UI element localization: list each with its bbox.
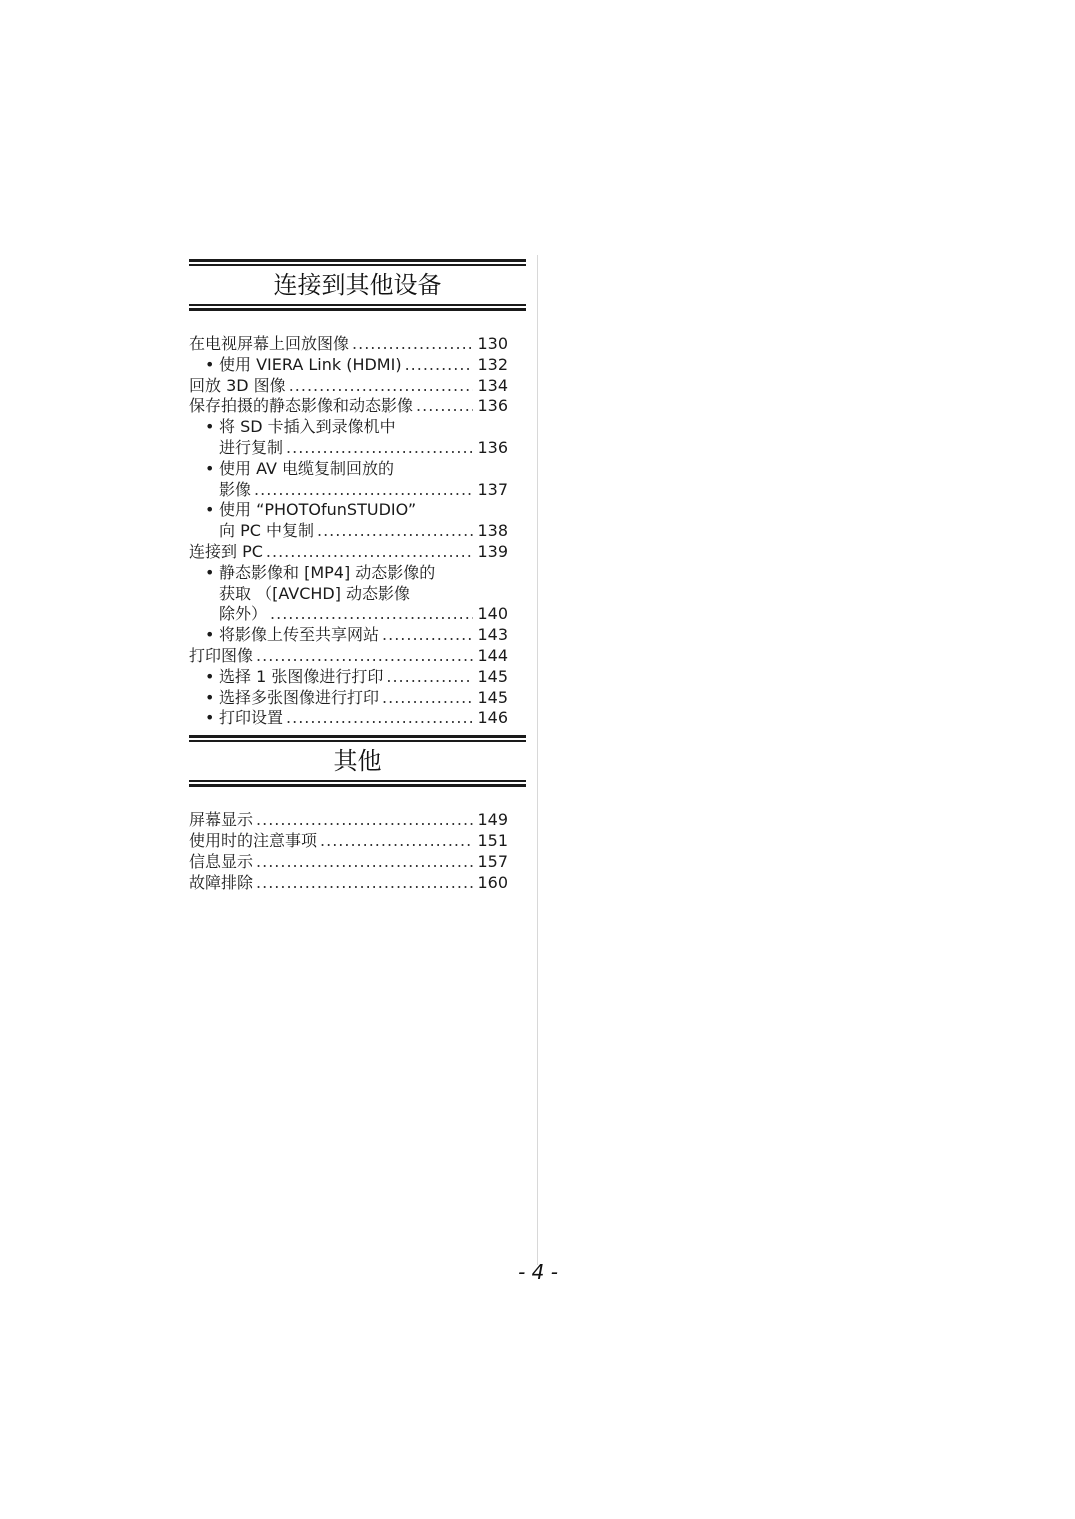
toc-entry-text: [205, 625, 379, 646]
toc-entry: [189, 396, 508, 417]
section-header-connect: [189, 259, 526, 311]
toc-entry: [189, 438, 508, 459]
dot-leader: [416, 396, 473, 417]
section-bottom-rule: [189, 304, 526, 311]
toc-entry: [189, 688, 508, 709]
toc-page-number: 145: [477, 687, 508, 707]
dot-leader: [270, 604, 473, 625]
toc-entry: [189, 500, 508, 521]
toc-entry-text: [189, 334, 349, 355]
toc-entry-label: 影像: [219, 479, 252, 499]
toc-entry-text: [219, 521, 314, 542]
toc-entry: [189, 708, 508, 729]
toc-entry-label: 获取 （[AVCHD] 动态影像: [219, 583, 411, 603]
toc-entry-label: 故障排除: [189, 872, 254, 892]
toc-entry-text: [189, 646, 253, 667]
dot-leader: [382, 625, 473, 646]
toc-entry-label: 使用 AV 电缆复制回放的: [219, 458, 395, 478]
dot-leader: [256, 810, 473, 831]
toc-entry: [189, 355, 508, 376]
bullet-icon: •: [205, 458, 215, 478]
toc-entry-text: [219, 584, 410, 605]
toc-entry: [189, 542, 508, 563]
toc-entry-text: [205, 500, 416, 521]
dot-leader: [256, 646, 473, 667]
toc-entry: [189, 417, 508, 438]
dot-leader: [286, 438, 473, 459]
toc-entry-text: [205, 708, 283, 729]
toc-entry-label: 静态影像和 [MP4] 动态影像的: [219, 562, 436, 582]
toc-entry-label: 在电视屏幕上回放图像: [189, 334, 350, 353]
bullet-icon: •: [205, 500, 215, 520]
toc-entry-label: 向 PC 中复制: [219, 521, 314, 541]
toc-entry-text: [189, 852, 253, 873]
toc-entry-text: [189, 873, 253, 894]
toc-entry: [189, 584, 508, 605]
section-top-rule: [189, 735, 526, 742]
toc-page-number: 137: [477, 479, 508, 499]
dot-leader: [289, 376, 474, 397]
toc-entry-label: 保存拍摄的静态影像和动态影像: [189, 396, 414, 416]
toc-entry: [189, 625, 508, 646]
bullet-icon: •: [205, 708, 215, 728]
toc-entry: [189, 521, 508, 542]
toc-entry: [189, 831, 508, 852]
toc-entry-text: [205, 688, 379, 709]
bullet-icon: •: [205, 417, 215, 437]
toc-page-number: 157: [477, 851, 508, 871]
toc-page-number: 151: [477, 830, 508, 850]
table-of-contents: [189, 259, 526, 893]
bullet-icon: •: [205, 687, 215, 707]
section-bottom-rule: [189, 780, 526, 787]
toc-entry: [189, 646, 508, 667]
toc-entry-text: [189, 831, 317, 852]
toc-entry-label: 打印图像: [189, 645, 254, 665]
toc-entry-text: [189, 396, 413, 417]
toc-entry: [189, 873, 508, 894]
toc-page-number: 160: [477, 872, 508, 892]
dot-leader: [382, 688, 473, 709]
section-entries-other: [189, 787, 526, 893]
toc-page-number: 145: [477, 666, 508, 686]
toc-page-number: 136: [477, 396, 508, 416]
toc-entry: [189, 810, 508, 831]
bullet-icon: •: [205, 666, 215, 686]
page-number: - 4 -: [518, 1260, 558, 1284]
bullet-icon: •: [205, 625, 215, 645]
toc-entry-text: [205, 417, 396, 438]
toc-entry-label: 回放 3D 图像: [189, 375, 286, 395]
toc-entry-label: 打印设置: [219, 708, 284, 728]
toc-entry: [189, 376, 508, 397]
section-header-other: [189, 735, 526, 787]
toc-entry-label: 连接到 PC: [189, 541, 263, 561]
toc-entry-text: [219, 604, 267, 625]
toc-entry-label: 选择多张图像进行打印: [219, 687, 380, 707]
toc-entry-label: 除外）: [219, 604, 268, 624]
dot-leader: [317, 521, 473, 542]
dot-leader: [352, 334, 473, 355]
toc-entry-label: 使用 “PHOTOfunSTUDIO”: [219, 500, 417, 520]
toc-page-number: 132: [477, 354, 508, 374]
toc-entry: [189, 563, 508, 584]
dot-leader: [386, 667, 473, 688]
toc-entry-label: 选择 1 张图像进行打印: [219, 666, 384, 686]
toc-entry-text: [189, 542, 263, 563]
toc-page-number: 138: [477, 521, 508, 541]
toc-page-number: 136: [477, 437, 508, 457]
section-title: 连接到其他设备: [273, 271, 442, 299]
toc-entry-label: 屏幕显示: [189, 810, 254, 830]
toc-entry-label: 将影像上传至共享网站: [219, 625, 380, 645]
toc-entry: [189, 667, 508, 688]
toc-page-number: 143: [477, 625, 508, 645]
toc-entry-text: [205, 355, 402, 376]
dot-leader: [405, 355, 474, 376]
toc-page-number: 146: [477, 708, 508, 728]
dot-leader: [254, 480, 473, 501]
bullet-icon: •: [205, 354, 215, 374]
dot-leader: [266, 542, 474, 563]
toc-entry-label: 将 SD 卡插入到录像机中: [219, 417, 396, 437]
toc-entry-text: [189, 810, 253, 831]
toc-entry-text: [205, 563, 435, 584]
section-title: 其他: [333, 747, 382, 776]
toc-entry-text: [189, 376, 286, 397]
dot-leader: [320, 831, 473, 852]
toc-entry-text: [205, 459, 394, 480]
section-entries-connect: [189, 311, 526, 729]
toc-entry: [189, 480, 508, 501]
toc-entry: [189, 852, 508, 873]
toc-entry: [189, 604, 508, 625]
dot-leader: [286, 708, 473, 729]
toc-page-number: 140: [477, 604, 508, 624]
toc-page-number: 130: [477, 334, 508, 353]
toc-entry-label: 信息显示: [189, 851, 254, 871]
section-top-rule: [189, 259, 526, 266]
toc-entry: [189, 334, 508, 355]
column-divider: [537, 255, 538, 1265]
toc-page-number: 144: [477, 645, 508, 665]
dot-leader: [256, 873, 473, 894]
toc-entry-text: [219, 480, 251, 501]
dot-leader: [256, 852, 473, 873]
toc-page-number: 134: [477, 375, 508, 395]
toc-page-number: 139: [477, 541, 508, 561]
toc-entry-label: 使用 VIERA Link (HDMI): [219, 354, 402, 374]
toc-entry-text: [219, 438, 283, 459]
toc-entry-label: 进行复制: [219, 437, 284, 457]
toc-entry: [189, 459, 508, 480]
toc-entry-text: [205, 667, 383, 688]
toc-entry-label: 使用时的注意事项: [189, 830, 318, 850]
toc-page-number: 149: [477, 810, 508, 830]
bullet-icon: •: [205, 562, 215, 582]
